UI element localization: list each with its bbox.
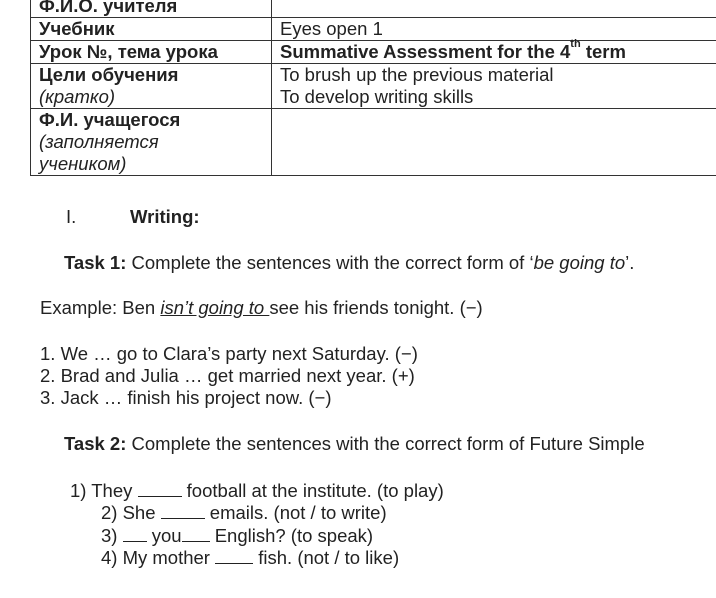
- student-note-2: учеником): [39, 153, 127, 174]
- answer-blank[interactable]: [182, 525, 210, 542]
- task1-list: [40, 343, 418, 409]
- task1-label: Task 1:: [64, 252, 127, 273]
- teacher-value: [272, 0, 716, 18]
- student-label-cell: [31, 109, 272, 176]
- student-row: [31, 109, 716, 176]
- example-end: see his friends tonight. (−): [269, 297, 483, 318]
- teacher-label: Ф.И.О. учителя: [31, 0, 272, 18]
- example-label: Example: Ben: [40, 297, 161, 318]
- teacher-row: [31, 0, 716, 18]
- lesson-value-end: term: [580, 41, 626, 62]
- goals-note: (кратко): [39, 86, 116, 107]
- student-label: Ф.И. учащегося: [39, 109, 181, 130]
- lesson-info-table: [30, 0, 716, 176]
- task2-item-1-start: 1) They: [70, 480, 138, 501]
- student-note-1: (заполняется: [39, 131, 159, 152]
- answer-blank[interactable]: [123, 525, 147, 542]
- goals-label: Цели обучения: [39, 64, 179, 85]
- task2-item-2: [101, 502, 387, 524]
- task1-instruction: [64, 252, 634, 274]
- lesson-value: [272, 37, 716, 64]
- task2-item-3-end: English? (to speak): [209, 525, 374, 546]
- task1-example: [40, 297, 483, 319]
- task2-item-2-end: emails. (not / to write): [204, 502, 387, 523]
- task2-label: Task 2:: [64, 433, 127, 454]
- textbook-label: Учебник: [31, 18, 272, 41]
- task1-text-italic: be going to: [533, 252, 626, 273]
- answer-blank[interactable]: [138, 480, 182, 497]
- task2-text: Complete the sentences with the correct form of Future Simple: [126, 433, 645, 454]
- task2-item-2-start: 2) She: [101, 502, 161, 523]
- task2-item-1: [70, 480, 444, 502]
- task2-item-3-start: 3): [101, 525, 123, 546]
- textbook-row: [31, 18, 716, 41]
- lesson-value-main: Summative Assessment for the 4: [280, 41, 571, 62]
- task1-text-start: Complete the sentences with the correct form of ‘: [126, 252, 534, 273]
- task1-item: 3. Jack … finish his project now. (−): [40, 387, 332, 408]
- example-underlined: isn’t going to: [160, 297, 270, 318]
- goals-value-cell: [272, 64, 716, 109]
- section-number: I.: [66, 206, 77, 227]
- textbook-value: Eyes open 1: [272, 18, 716, 41]
- goal-item: To develop writing skills: [280, 86, 474, 107]
- task1-item: 1. We … go to Clara’s party next Saturday. (−): [40, 343, 418, 364]
- goals-row: [31, 64, 716, 109]
- goals-label-cell: [31, 64, 272, 109]
- answer-blank[interactable]: [215, 547, 253, 564]
- task2-item-4-end: fish. (not / to like): [253, 547, 400, 568]
- task2-item-4-start: 4) My mother: [101, 547, 216, 568]
- task1-item: 2. Brad and Julia … get married next year. (+): [40, 365, 415, 386]
- task2-instruction: [64, 433, 645, 455]
- lesson-value-sup: th: [570, 37, 581, 50]
- task2-item-3-mid: you: [146, 525, 182, 546]
- lesson-label: Урок №, тема урока: [31, 41, 272, 64]
- task1-text-end: ’.: [625, 252, 635, 273]
- answer-blank[interactable]: [161, 502, 205, 519]
- task2-item-3: [101, 525, 373, 547]
- task2-item-1-end: football at the institute. (to play): [181, 480, 444, 501]
- goal-item: To brush up the previous material: [280, 64, 554, 85]
- student-name-field[interactable]: [272, 109, 716, 176]
- lesson-row: [31, 41, 716, 64]
- section-title: Writing:: [130, 206, 200, 227]
- task2-item-4: [101, 547, 399, 569]
